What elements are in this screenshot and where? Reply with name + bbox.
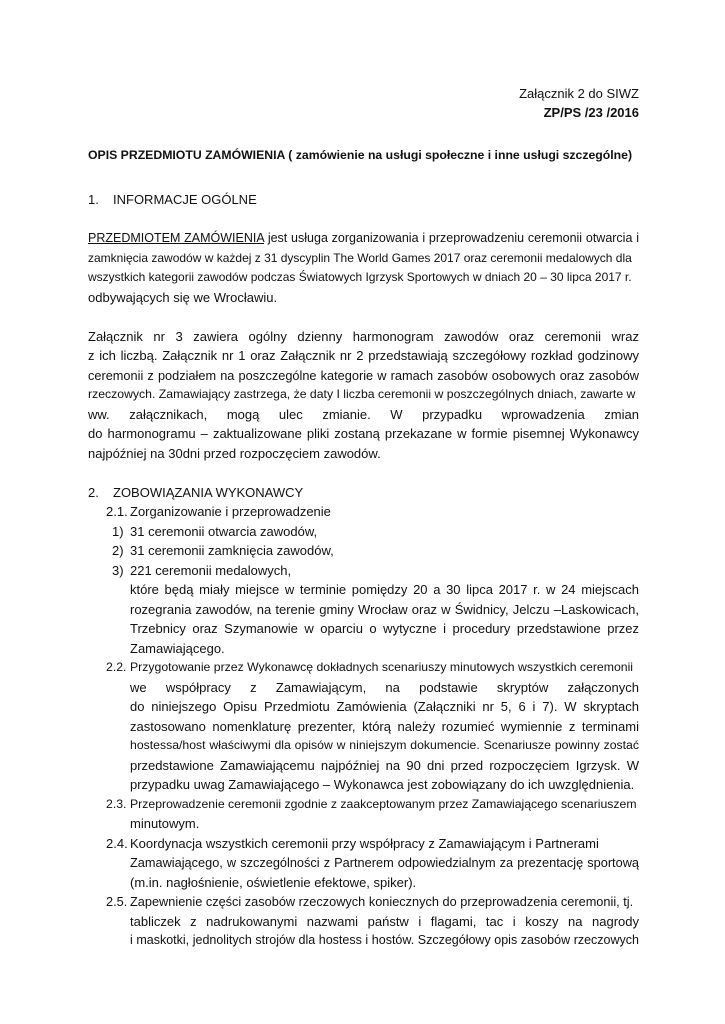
s23-first-line: [106, 795, 639, 814]
reference-number: ZP/PS /23 /2016: [543, 105, 639, 120]
s25-line-3: i maskotki, jednolitych strojów dla hostess i hostów. Szczegółowy opis zasobów rzeczowych: [130, 933, 639, 947]
list-item: [112, 522, 639, 541]
s22-line-4: zastosowano nomenklaturę prezenter, którą należy rozumieć wymiennie z terminami: [130, 719, 639, 734]
s24-line-2: Zamawiającego, w szczególności z Partnerem odpowiedzialnym za prezentację sportową: [130, 855, 639, 870]
s21-line: [106, 502, 639, 521]
section-1-number: 1.: [88, 192, 99, 207]
s22-line-6: przedstawione Zamawiającemu najpóźniej na 90 dni przed rozpoczęciem Igrzysk. W: [130, 758, 639, 773]
item-1-text: 31 ceremonii otwarcia zawodów,: [130, 524, 318, 539]
s21-number: 2.1.: [106, 504, 128, 519]
item-3-number: 3): [112, 563, 124, 578]
item-2-number: 2): [112, 543, 124, 558]
s23-number: 2.3.: [106, 797, 127, 811]
s1-p1-line-2: zamknięcia zawodów w każdej z 31 dyscyplin The World Games 2017 oraz ceremonii medalowych dla: [88, 251, 632, 265]
section-2-heading: [88, 483, 639, 502]
section-2-title: ZOBOWIĄZANIA WYKONAWCY: [113, 485, 304, 500]
list-item: [112, 541, 639, 560]
s24-number: 2.4.: [106, 836, 128, 851]
s22-line-7: przypadku uwag Zamawiającego – Wykonawca jest zobowiązany do ich uwzględnienia.: [130, 777, 635, 792]
s22-line-5: hostessa/host właściwymi dla opisów w niniejszym dokumencie. Scenariusze powinny zostać: [130, 738, 639, 752]
s22-line-1: Przygotowanie przez Wykonawcę dokładnych scenariuszy minutowych wszystkich ceremonii: [130, 660, 634, 674]
s25-line-1: Zapewnienie części zasobów rzeczowych koniecznych do przeprowadzenia ceremonii, tj.: [130, 894, 634, 909]
s1-p2-line-4: rzeczowych. Zamawiający zastrzega, że daty I liczba ceremonii w poszczególnych dniach, zawarte w: [88, 387, 636, 401]
section-1-title: INFORMACJE OGÓLNE: [113, 192, 257, 207]
s1-p2-line-3: ceremonii z podziałem na poszczególne kategorie w ramach zasobów osobowych oraz zasobów: [88, 368, 639, 383]
s1-p2-line-2: z ich liczbą. Załącznik nr 1 oraz Załącznik nr 2 przedstawiają szczegółowy rozkład godzinowy: [88, 348, 639, 363]
s25-first-line: [106, 892, 639, 911]
s22-line-2: we współpracy z Zamawiającym, na podstawie skryptów załączonych: [130, 680, 639, 695]
s24-line-3: (m.in. nagłośnienie, oświetlenie efektowe, spiker).: [130, 875, 417, 890]
s1-p2-line-1: Załącznik nr 3 zawiera ogólny dzienny harmonogram zawodów oraz ceremonii wraz: [88, 329, 639, 344]
s1-p2-line-6: do harmonogramu – zaktualizowane pliki zostaną przekazane w formie pisemnej Wykonawcy: [88, 426, 639, 441]
s1-p1-line-1-rest: jest usługa zorganizowania i przeprowadzeniu ceremonii otwarcia i: [267, 231, 639, 245]
subject-term: PRZEDMIOTEM ZAMÓWIENIA: [88, 231, 265, 245]
s23-line-1: Przeprowadzenie ceremonii zgodnie z zaakceptowanym przez Zamawiającego scenariuszem: [130, 797, 637, 811]
s1-p2-line-5: ww. załącznikach, mogą ulec zmianie. W przypadku wprowadzenia zmian: [88, 407, 639, 422]
section-2-number: 2.: [88, 485, 99, 500]
document-title: OPIS PRZEDMIOTU ZAMÓWIENIA ( zamówienie na usługi społeczne i inne usługi szczególne): [88, 148, 633, 162]
s24-first-line: [106, 834, 639, 853]
s22-first-line: [106, 658, 639, 677]
s21-cont-line-2: rozegrania zawodów, na terenie gminy Wrocław oraz w Świdnicy, Jelczu –Laskowicach,: [130, 602, 639, 617]
attachment-label: Załącznik 2 do SIWZ: [519, 86, 639, 101]
s21-cont-line-3: Trzebnicy oraz Szymanowie w oparciu o wytyczne i procedury przedstawione przez: [130, 621, 639, 636]
section-1-heading: [88, 190, 639, 209]
s21-text: Zorganizowanie i przeprowadzenie: [130, 504, 331, 519]
s25-number: 2.5.: [106, 894, 128, 909]
item-2-text: 31 ceremonii zamknięcia zawodów,: [130, 543, 334, 558]
s22-number: 2.2.: [106, 660, 127, 674]
s24-line-1: Koordynacja wszystkich ceremonii przy współpracy z Zamawiającym i Partnerami: [130, 836, 599, 851]
s1-p1-line-4: odbywających się we Wrocławiu.: [88, 290, 278, 305]
s1-p1-line-3: wszystkich kategorii zawodów podczas Światowych Igrzysk Sportowych w dniach 20 – 30 lipca 2017 r.: [88, 270, 632, 284]
s22-line-3: do niniejszego Opisu Przedmiotu Zamówienia (Załączniki nr 5, 6 i 7). W skryptach: [130, 699, 639, 714]
item-3-text: 221 ceremonii medalowych,: [130, 563, 292, 578]
s21-cont-line-1: które będą miały miejsce w terminie pomiędzy 20 a 30 lipca 2017 r. w 24 miejscach: [130, 582, 639, 597]
item-1-number: 1): [112, 524, 124, 539]
list-item: [112, 561, 639, 580]
s25-line-2: tabliczek z nadrukowanymi nazwami państw i flagami, tac i koszy na nagrody: [130, 914, 639, 929]
s1-p2-line-7: najpóźniej na 30dni przed rozpoczęciem zawodów.: [88, 446, 381, 461]
s23-line-2: minutowym.: [130, 816, 200, 831]
s1-p1-line-1: [88, 229, 639, 248]
s21-cont-line-4: Zamawiającego.: [130, 641, 225, 656]
